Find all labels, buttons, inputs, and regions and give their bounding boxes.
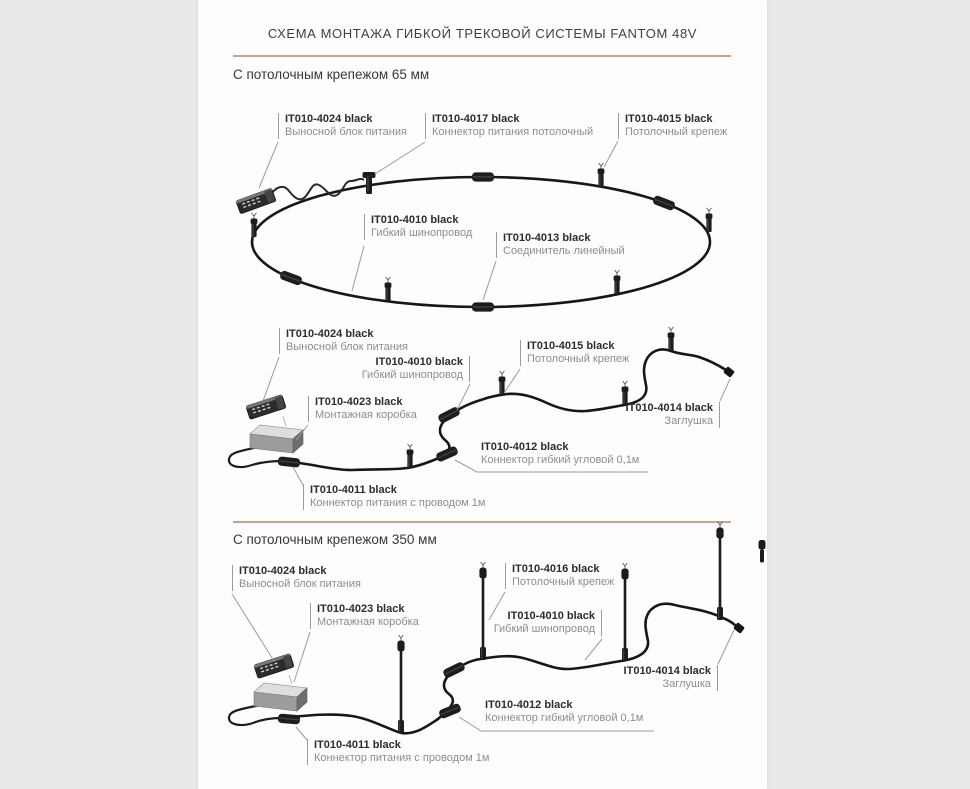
diagram-oval-65mm bbox=[236, 141, 713, 312]
ceiling-mount-350 bbox=[479, 562, 486, 660]
mounting-box bbox=[254, 683, 307, 711]
ceiling-mount-65 bbox=[499, 371, 506, 395]
label-4014-wave65: IT010-4014 black Заглушка bbox=[626, 402, 720, 428]
ceiling-mount-65 bbox=[251, 213, 258, 237]
ceiling-mount-65 bbox=[598, 163, 605, 187]
power-supply bbox=[246, 394, 286, 419]
ceiling-mount-350 bbox=[716, 522, 723, 620]
label-4023-wave350: IT010-4023 black Монтажная коробка bbox=[310, 603, 419, 629]
label-4017-oval: IT010-4017 black Коннектор питания потолочный bbox=[425, 113, 593, 139]
power-supply bbox=[254, 653, 294, 678]
label-4010-wave350: IT010-4010 black Гибкий шинопровод bbox=[494, 610, 602, 636]
label-4015-wave65: IT010-4015 black Потолочный крепеж bbox=[520, 340, 629, 366]
label-4014-wave350: IT010-4014 black Заглушка bbox=[624, 665, 718, 691]
ceiling-mount-65 bbox=[706, 208, 713, 232]
power-connector bbox=[278, 456, 301, 467]
label-4013-oval: IT010-4013 black Соединитель линейный bbox=[496, 232, 625, 258]
label-4024-wave350: IT010-4024 black Выносной блок питания bbox=[232, 565, 361, 591]
label-4011-wave65: IT010-4011 black Коннектор питания с проводом 1м bbox=[303, 484, 485, 510]
label-4010-wave65: IT010-4010 black Гибкий шинопровод bbox=[362, 356, 470, 382]
rod-fragment bbox=[759, 540, 766, 563]
label-4023-wave65: IT010-4023 black Монтажная коробка bbox=[308, 396, 417, 422]
linear-connector bbox=[279, 270, 303, 286]
section-heading-350mm: С потолочным крепежом 350 мм bbox=[233, 532, 437, 547]
label-4012-wave65: IT010-4012 black Коннектор гибкий угловой 0,1м bbox=[481, 441, 640, 466]
power-supply bbox=[236, 188, 276, 214]
ceiling-mount-350 bbox=[397, 635, 404, 733]
ceiling-power-connector bbox=[363, 172, 376, 194]
linear-connector bbox=[472, 302, 494, 311]
label-4011-wave350: IT010-4011 black Коннектор питания с проводом 1м bbox=[307, 739, 489, 765]
ceiling-mount-65 bbox=[668, 327, 675, 351]
label-4024-wave65: IT010-4024 black Выносной блок питания bbox=[279, 328, 408, 354]
page-title: СХЕМА МОНТАЖА ГИБКОЙ ТРЕКОВОЙ СИСТЕМЫ FANTOM 48V bbox=[267, 26, 698, 41]
mounting-box bbox=[250, 425, 303, 453]
power-connector bbox=[278, 713, 301, 724]
label-4010-oval: IT010-4010 black Гибкий шинопровод bbox=[364, 214, 472, 240]
ceiling-mount-65 bbox=[614, 270, 621, 294]
label-4012-wave350: IT010-4012 black Коннектор гибкий угловой 0,1м bbox=[485, 699, 644, 724]
connector bbox=[442, 661, 466, 679]
label-4015-oval: IT010-4015 black Потолочный крепеж bbox=[618, 113, 727, 139]
ceiling-mount-65 bbox=[385, 277, 392, 301]
section-heading-65mm: С потолочным крепежом 65 мм bbox=[233, 67, 430, 82]
flex-track-oval bbox=[252, 177, 710, 307]
linear-connector bbox=[472, 172, 494, 181]
label-4024-oval: IT010-4024 black Выносной блок питания bbox=[278, 113, 407, 139]
label-4016-wave350: IT010-4016 black Потолочный крепеж bbox=[505, 563, 614, 589]
ceiling-mount-65 bbox=[407, 444, 414, 468]
linear-connector bbox=[652, 195, 676, 211]
ceiling-mount-350 bbox=[621, 563, 628, 661]
